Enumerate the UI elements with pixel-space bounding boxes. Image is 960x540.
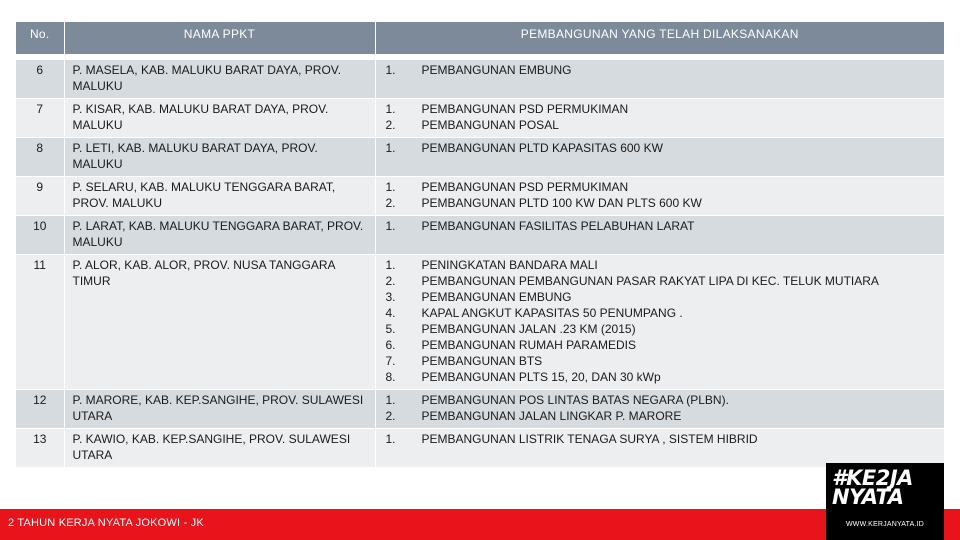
work-list-cell [375,60,944,99]
work-item [384,369,937,385]
work-item-number: 2. [385,409,396,423]
work-list-cell [375,216,944,255]
work-item [384,179,937,195]
work-item-text: PEMBANGUNAN POSAL [421,118,559,132]
ppkt-name: P. MASELA, KAB. MALUKU BARAT DAYA, PROV. MALUKU [64,60,375,99]
work-item [384,392,937,408]
ppkt-name: P. SELARU, KAB. MALUKU TENGGARA BARAT, PROV. MALUKU [64,177,375,216]
work-item [384,140,937,156]
work-item [384,431,937,447]
work-list-cell [375,390,944,429]
work-item-text: PEMBANGUNAN PSD PERMUKIMAN [421,180,629,194]
row-number: 10 [16,216,64,255]
work-item-number: 5. [385,322,396,336]
table-row [16,390,944,429]
work-item [384,289,937,305]
ppkt-name: P. LETI, KAB. MALUKU BARAT DAYA, PROV. MALUKU [64,138,375,177]
work-item-text: PEMBANGUNAN FASILITAS PELABUHAN LARAT [421,219,695,233]
work-item-text: PEMBANGUNAN BTS [421,354,543,368]
work-list-cell [375,429,944,468]
logo-wordmark: #KE2JA NYATA [832,466,913,509]
row-number: 11 [16,255,64,390]
work-item-text: PEMBANGUNAN PLTD KAPASITAS 600 KW [421,141,663,155]
ppkt-name: P. LARAT, KAB. MALUKU TENGGARA BARAT, PROV. MALUKU [64,216,375,255]
logo-url: WWW.KERJANYATA.ID [845,521,925,528]
row-number: 13 [16,429,64,468]
work-item-number: 8. [385,370,396,384]
work-item-text: PEMBANGUNAN PEMBANGUNAN PASAR RAKYAT LIPA DI KEC. TELUK MUTIARA [421,274,879,288]
work-item-number: 2. [385,274,396,288]
work-list [384,179,937,211]
work-item-text: PEMBANGUNAN EMBUNG [421,290,572,304]
work-item [384,117,937,133]
table-row [16,177,944,216]
work-item-number: 1. [385,258,396,272]
kerja-nyata-logo [826,463,944,540]
work-item-text: PEMBANGUNAN JALAN LINGKAR P. MARORE [421,409,682,423]
work-item-text: PEMBANGUNAN JALAN .23 KM (2015) [421,322,636,336]
work-item-text: PEMBANGUNAN PLTD 100 KW DAN PLTS 600 KW [421,196,702,210]
table-row [16,216,944,255]
work-item-number: 2. [385,196,396,210]
work-item-number: 2. [385,118,396,132]
work-item-text: PEMBANGUNAN PSD PERMUKIMAN [421,102,629,116]
table-row [16,60,944,99]
table-row [16,429,944,468]
table-body [16,54,944,468]
work-list [384,62,937,78]
row-number: 7 [16,99,64,138]
table-row [16,138,944,177]
work-item-number: 1. [385,63,396,77]
work-list [384,218,937,234]
work-item [384,218,937,234]
table-row [16,255,944,390]
work-list [384,431,937,447]
work-item [384,321,937,337]
work-item-text: PENINGKATAN BANDARA MALI [421,258,598,272]
ppkt-name: P. KAWIO, KAB. KEP.SANGIHE, PROV. SULAWESI UTARA [64,429,375,468]
work-item-text: PEMBANGUNAN PLTS 15, 20, DAN 30 kWp [421,370,661,384]
work-item-number: 1. [385,141,396,155]
work-item-number: 4. [385,306,396,320]
work-item [384,408,937,424]
work-item [384,353,937,369]
row-number: 12 [16,390,64,429]
work-item [384,257,937,273]
work-item-text: PEMBANGUNAN POS LINTAS BATAS NEGARA (PLBN). [421,393,729,407]
work-item [384,305,937,321]
work-item-number: 1. [385,180,396,194]
row-number: 8 [16,138,64,177]
work-item [384,195,937,211]
ppkt-table [16,22,944,468]
work-list [384,392,937,424]
work-item-number: 6. [385,338,396,352]
ppkt-name: P. KISAR, KAB. MALUKU BARAT DAYA, PROV. MALUKU [64,99,375,138]
work-item [384,337,937,353]
work-list [384,101,937,133]
work-item-text: PEMBANGUNAN EMBUNG [421,63,572,77]
work-list-cell [375,99,944,138]
work-item-number: 1. [385,393,396,407]
table-header-row [16,22,944,54]
work-item-number: 1. [385,102,396,116]
work-item [384,62,937,78]
work-item-text: PEMBANGUNAN LISTRIK TENAGA SURYA , SISTEM HIBRID [421,432,758,446]
table-row [16,99,944,138]
work-item-text: PEMBANGUNAN RUMAH PARAMEDIS [421,338,636,352]
footer-text: 2 TAHUN KERJA NYATA JOKOWI - JK [8,517,204,529]
footer-bar [0,509,960,540]
header-no: No. [16,22,64,54]
work-list-cell [375,138,944,177]
work-item-number: 1. [385,219,396,233]
work-item-number: 7. [385,354,396,368]
work-item [384,101,937,117]
work-list-cell [375,177,944,216]
work-list [384,140,937,156]
row-number: 6 [16,60,64,99]
ppkt-name: P. MARORE, KAB. KEP.SANGIHE, PROV. SULAWESI UTARA [64,390,375,429]
work-item-number: 3. [385,290,396,304]
work-item-text: KAPAL ANGKUT KAPASITAS 50 PENUMPANG . [421,306,683,320]
ppkt-name: P. ALOR, KAB. ALOR, PROV. NUSA TANGGARA TIMUR [64,255,375,390]
work-item-number: 1. [385,432,396,446]
work-item [384,273,937,289]
header-name: NAMA PPKT [64,22,375,54]
work-list-cell [375,255,944,390]
row-number: 9 [16,177,64,216]
header-work: PEMBANGUNAN YANG TELAH DILAKSANAKAN [375,22,944,54]
work-list [384,257,937,385]
